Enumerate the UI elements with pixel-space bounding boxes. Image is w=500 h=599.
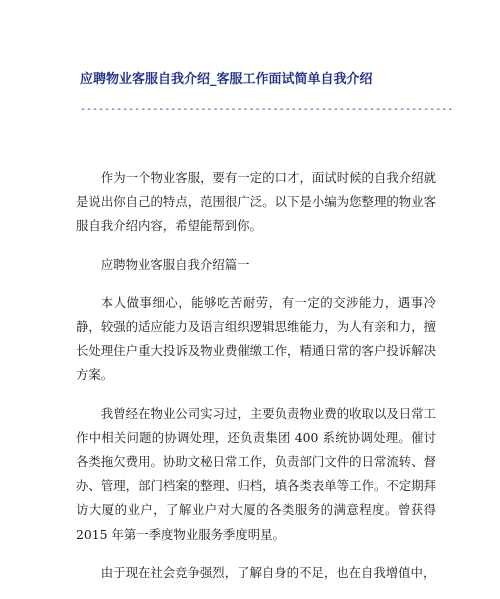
intro-paragraph: 作为一个物业客服，要有一定的口才，面试时候的自我介绍就是说出你自己的特点，范围很广泛。以下是小编为您整理的物业客服自我介绍内容，希望能帮到你。 [76,170,436,234]
body-paragraph: 由于现在社会竞争强烈，了解自身的不足，也在自我增值中， [100,564,436,580]
section-heading: 应聘物业客服自我介绍篇一 [100,256,250,272]
article-title: 应聘物业客服自我介绍_客服工作面试简单自我介绍 [80,72,373,87]
body-paragraph: 本人做事细心，能够吃苦耐劳，有一定的交涉能力，遇事冷静，较强的适应能力及语言组织逻辑思维能力，为人有亲和力，擅长处理住户重大投诉及物业费催缴工作，精通日常的客户投诉解决方案。 [76,294,436,383]
title-separator: -------------------------------------------------------------- [80,104,454,115]
body-paragraph: 我曾经在物业公司实习过，主要负责物业费的收取以及日常工作中相关问题的协调处理，还负责集团 400 系统协调处理。催讨各类拖欠费用。协助文秘日常工作，负责部门文件的日常流转、督办、管理，部门档案的整理、归档，填各类表单等工作。不定期拜访大厦的业户，了解业户对大厦的各类服务的满意程度。曾获得 2015 年第一季度物业服务季度明星。 [76,405,436,542]
article-body [76,166,436,599]
